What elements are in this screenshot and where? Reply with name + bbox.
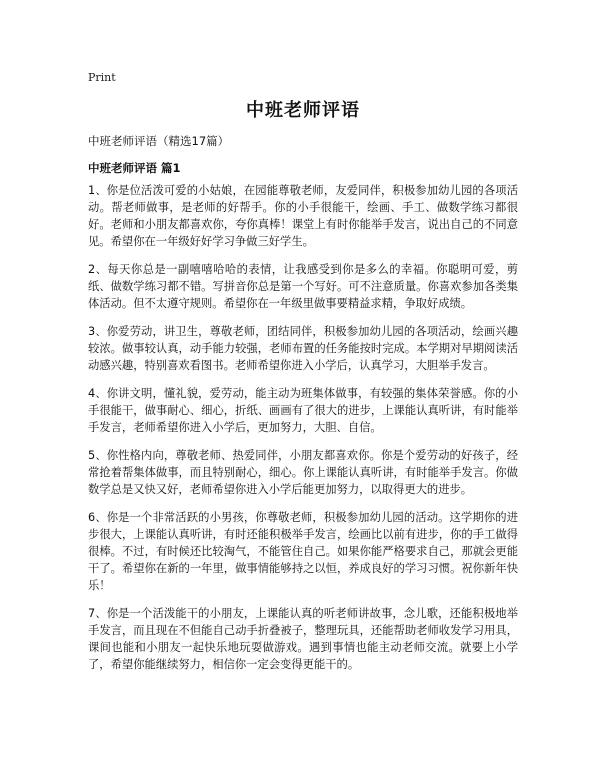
comment-paragraph: 4、你讲文明，懂礼貌，爱劳动，能主动为班集体做事，有较强的集体荣誉感。你的小手很能干，做事耐心、细心，折纸、画画有了很大的进步，上课能认真听讲，有时能举手发言，老师希望你进入小学后，更加努力，大胆、自信。 (88, 387, 518, 434)
comment-paragraph: 7、你是一个活泼能干的小朋友，上课能认真的听老师讲故事，念儿歌，还能积极地举手发言，而且现在不但能自己动手折叠被子，整理玩具，还能帮助老师收发学习用具，课间也能和小朋友一起快乐地玩耍做游戏。遇到事情也能主动老师交流。就要上小学了，希望你能继续努力，相信你一定会变得更能干的。 (88, 607, 518, 671)
document-subtitle: 中班老师评语（精选17篇） (88, 134, 230, 148)
comment-list (88, 182, 518, 684)
comment-paragraph: 2、每天你总是一副嘻嘻哈哈的表情，让我感受到你是多么的幸福。你聪明可爱，剪纸、做数学练习都不错。写拼音你总是第一个写好。可不注意质量。你喜欢参加各类集体活动。但不太遵守规则。希望你在一年级里做事要精益求精，争取好成绩。 (88, 263, 518, 310)
comment-paragraph: 5、你性格内向，尊敬老师、热爱同伴，小朋友都喜欢你。你是个爱劳动的好孩子，经常抢着帮集体做事，而且特别耐心，细心。你上课能认真听讲，有时能举手发言。你做数学总是又快又好，老师希望你进入小学后能更加努力，以取得更大的进步。 (88, 449, 518, 496)
print-link[interactable]: Print (88, 71, 116, 84)
comment-paragraph: 1、你是位活泼可爱的小姑娘，在园能尊敬老师，友爱同伴，积极参加幼儿园的各项活动。帮老师做事，是老师的好帮手。你的小手很能干，绘画、手工、做数学练习都很好。老师和小朋友都喜欢你，夸你真棒！课堂上有时你能举手发言，说出自己的不同意见。希望你在一年级好好学习争做三好学生。 (88, 184, 518, 248)
page-title: 中班老师评语 (246, 100, 360, 121)
comment-paragraph: 6、你是一个非常活跃的小男孩，你尊敬老师，积极参加幼儿园的活动。这学期你的进步很大，上课能认真听讲，有时还能积极举手发言，绘画比以前有进步，你的手工做得很棒。不过，有时候还比较淘气，不能管住自己。如果你能严格要求自己，那就会更能干了。希望你在新的一年里，做事情能够持之以恒，养成良好的学习习惯。祝你新年快乐！ (88, 511, 518, 592)
comment-paragraph: 3、你爱劳动，讲卫生，尊敬老师，团结同伴，积极参加幼儿园的各项活动，绘画兴趣较浓。做事较认真，动手能力较强，老师布置的任务能按时完成。本学期对早期阅读活动感兴趣，特别喜欢看图书。老师希望你进入小学后，认真学习，大胆举手发言。 (88, 325, 518, 372)
section-heading: 中班老师评语 篇1 (88, 161, 181, 175)
